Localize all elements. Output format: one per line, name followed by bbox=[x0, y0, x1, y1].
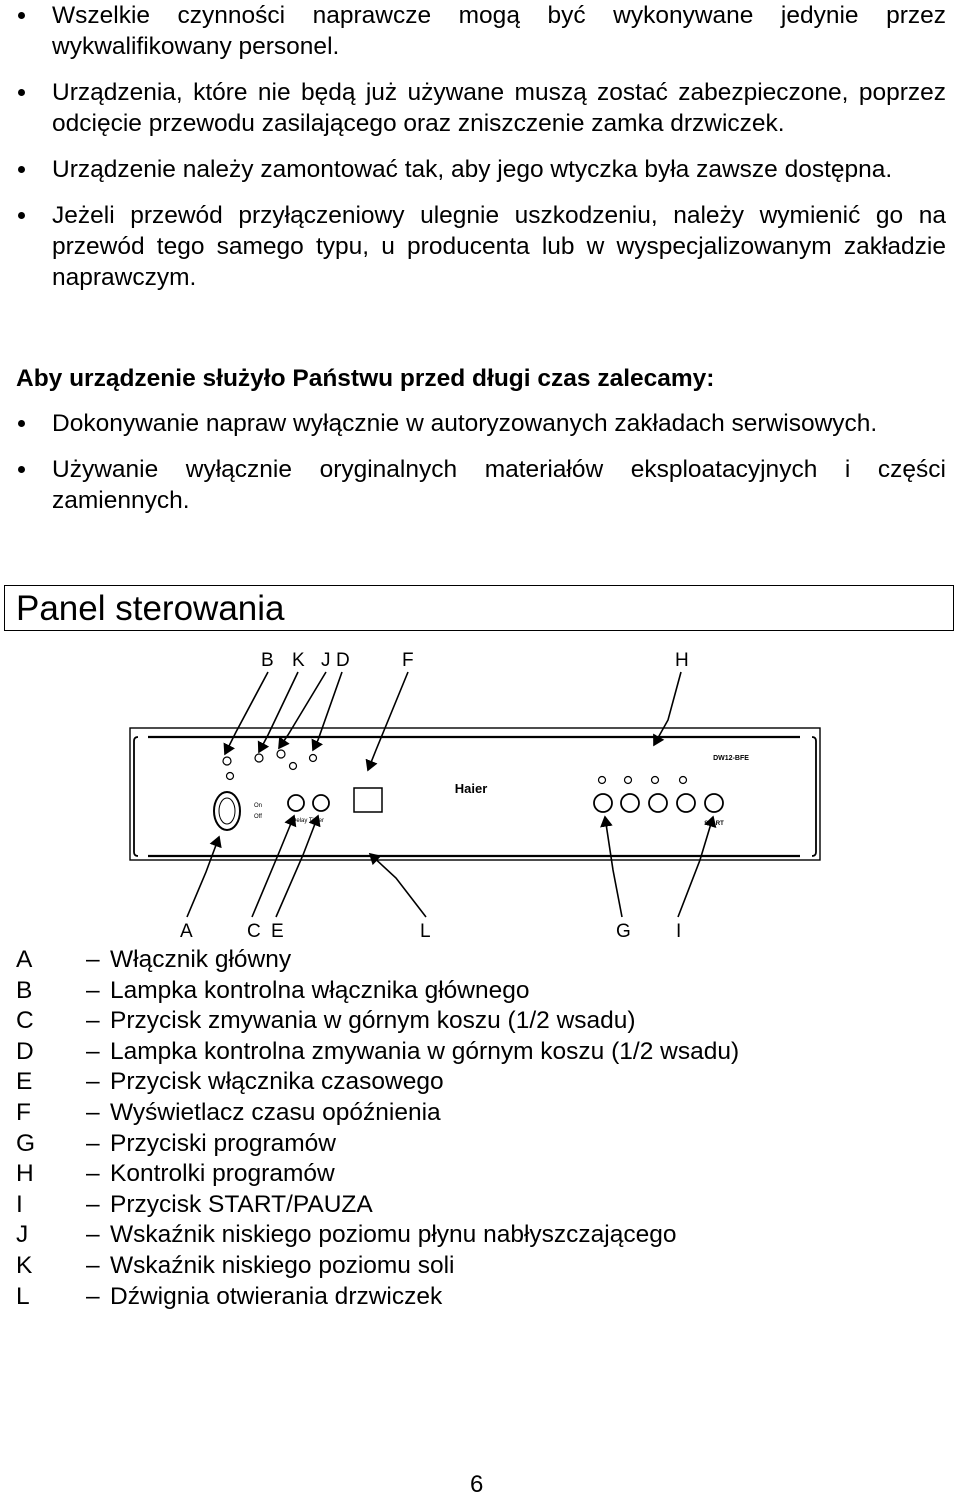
legend-dash: – bbox=[86, 946, 100, 973]
legend-description: Lampka kontrolna zmywania w górnym koszu (1/2 wsadu) bbox=[110, 1037, 740, 1065]
legend-dash: – bbox=[86, 1007, 100, 1035]
legend-letter: K bbox=[16, 1251, 33, 1279]
legend-description: Lampka kontrolna włącznika głównego bbox=[110, 976, 530, 1004]
callout-label: E bbox=[271, 921, 284, 942]
legend-dash: – bbox=[86, 1129, 100, 1157]
legend-dash: – bbox=[86, 1160, 100, 1188]
legend-letter: H bbox=[16, 1160, 34, 1188]
callout-label: G bbox=[616, 921, 631, 942]
legend-row bbox=[16, 1251, 916, 1282]
legend-letter: B bbox=[16, 976, 33, 1004]
legend-dash: – bbox=[86, 1098, 100, 1126]
timer-button bbox=[313, 795, 329, 811]
legend-row bbox=[16, 1006, 916, 1037]
legend-dash: – bbox=[86, 1221, 100, 1249]
callout-label: J bbox=[321, 650, 331, 671]
legend-description: Wskaźnik niskiego poziomu płynu nabłyszczającego bbox=[110, 1221, 677, 1249]
legend-letter: E bbox=[16, 1068, 33, 1096]
legend-letter: I bbox=[16, 1190, 23, 1218]
legend-description: Przycisk włącznika czasowego bbox=[110, 1068, 444, 1096]
legend-description: Dźwignia otwierania drzwiczek bbox=[110, 1282, 443, 1310]
callout-label: C bbox=[247, 921, 261, 942]
model-label: DW12-BFE bbox=[713, 755, 749, 762]
start-pause-button bbox=[705, 794, 723, 812]
legend-row bbox=[16, 1067, 916, 1098]
indicator-lamps bbox=[223, 750, 687, 784]
legend-dash: – bbox=[86, 976, 100, 1004]
legend-row bbox=[16, 1098, 916, 1129]
section-header bbox=[4, 585, 954, 631]
legend-description: Przyciski programów bbox=[110, 1129, 336, 1157]
rinse-aid-indicator-icon bbox=[277, 750, 285, 758]
callout-label: F bbox=[402, 650, 414, 671]
legend-row bbox=[16, 1037, 916, 1068]
recommend-list bbox=[14, 408, 946, 516]
recommend-heading: Aby urządzenie służyło Państwu przed długi czas zalecamy: bbox=[16, 365, 715, 392]
legend-letter: D bbox=[16, 1037, 34, 1065]
legend-row bbox=[16, 1282, 916, 1313]
off-label: Off bbox=[254, 814, 262, 820]
legend-row bbox=[16, 1159, 916, 1190]
list-item: Urządzenie należy zamontować tak, aby jego wtyczka była zawsze dostępna. bbox=[14, 154, 946, 185]
legend-description: Przycisk zmywania w górnym koszu (1/2 wsadu) bbox=[110, 1007, 636, 1035]
legend-dash: – bbox=[86, 1282, 100, 1310]
legend-letter: G bbox=[16, 1129, 36, 1157]
list-item: Dokonywanie napraw wyłącznie w autoryzowanych zakładach serwisowych. bbox=[14, 408, 946, 439]
list-item: Wszelkie czynności naprawcze mogą być wykonywane jedynie przez wykwalifikowany personel. bbox=[14, 0, 946, 62]
legend-letter: A bbox=[16, 946, 33, 973]
callout-label: K bbox=[292, 650, 305, 671]
legend-description: Wskaźnik niskiego poziomu soli bbox=[110, 1251, 455, 1279]
legend-description: Wyświetlacz czasu opóźnienia bbox=[110, 1098, 441, 1126]
legend-row bbox=[16, 976, 916, 1007]
legend-row bbox=[16, 945, 916, 976]
legend-description: Włącznik główny bbox=[110, 946, 292, 973]
salt-indicator-icon bbox=[255, 754, 263, 762]
legend-dash: – bbox=[86, 1251, 100, 1279]
legend-dash: – bbox=[86, 1037, 100, 1065]
callout-label: D bbox=[336, 650, 350, 671]
safety-list bbox=[14, 0, 946, 293]
legend-description: Kontrolki programów bbox=[110, 1160, 335, 1188]
legend-row bbox=[16, 1190, 916, 1221]
brand-logo: Haier bbox=[454, 781, 488, 796]
legend-dash: – bbox=[86, 1190, 100, 1218]
legend-row bbox=[16, 1220, 916, 1251]
legend-dash: – bbox=[86, 1068, 100, 1096]
callout-label: H bbox=[675, 650, 689, 671]
legend-letter: L bbox=[16, 1282, 30, 1310]
on-label: On bbox=[254, 803, 263, 809]
legend-description: Przycisk START/PAUZA bbox=[110, 1190, 373, 1218]
start-label: START bbox=[704, 821, 724, 827]
callout-label: B bbox=[261, 650, 274, 671]
program-buttons bbox=[594, 794, 723, 812]
timer-label: Delay Timer bbox=[291, 818, 325, 824]
legend-row bbox=[16, 1129, 916, 1160]
control-panel-diagram bbox=[128, 640, 828, 945]
legend-letter: J bbox=[16, 1221, 29, 1249]
delay-display bbox=[354, 788, 382, 812]
legend-list bbox=[16, 945, 916, 1312]
list-item: Używanie wyłącznie oryginalnych materiałów eksploatacyjnych i części zamiennych. bbox=[14, 454, 946, 516]
section-title: Panel sterowania bbox=[16, 589, 285, 628]
half-load-button bbox=[288, 795, 304, 811]
callout-label: I bbox=[676, 921, 682, 942]
callout-label: L bbox=[420, 921, 431, 942]
list-item: Urządzenia, które nie będą już używane muszą zostać zabezpieczone, poprzez odcięcie przewodu zasilającego oraz zniszczenie zamka drzwiczek. bbox=[14, 77, 946, 139]
legend-letter: C bbox=[16, 1007, 34, 1035]
list-item: Jeżeli przewód przyłączeniowy ulegnie uszkodzeniu, należy wymienić go na przewód tego samego typu, u producenta lub w wyspecjalizowanym zakładzie naprawczym. bbox=[14, 200, 946, 293]
legend-letter: F bbox=[16, 1098, 31, 1126]
page-number: 6 bbox=[470, 1471, 484, 1498]
callout-label: A bbox=[180, 921, 193, 942]
